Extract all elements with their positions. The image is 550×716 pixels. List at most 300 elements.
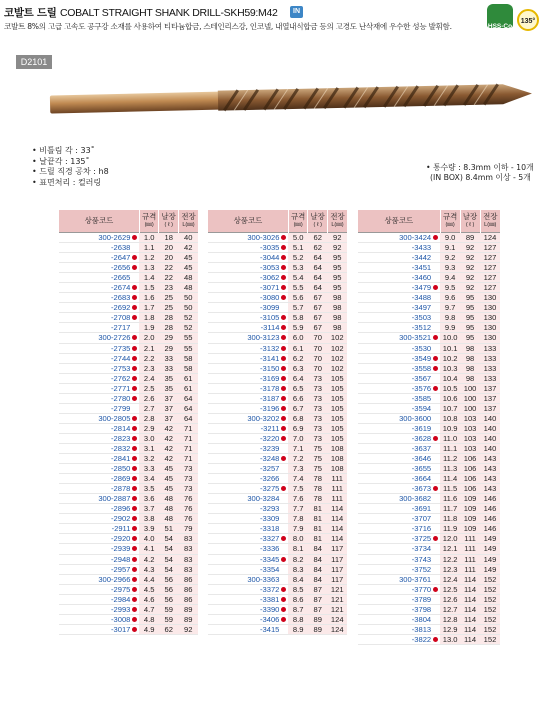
size-cell: 6.7 [288, 403, 308, 413]
overall-length-cell: 105 [327, 373, 347, 383]
flute-length-cell: 98 [460, 353, 480, 363]
stock-dot-icon [132, 516, 137, 521]
flute-length-cell: 28 [159, 313, 179, 323]
flute-length-cell: 59 [159, 614, 179, 624]
product-code-cell [358, 564, 441, 574]
flute-length-cell: 92 [460, 263, 480, 273]
product-code: -3707 [411, 514, 432, 524]
size-cell: 6.6 [288, 393, 308, 403]
table-row [358, 313, 501, 323]
product-code: -3822 [411, 634, 432, 644]
size-cell: 9.5 [440, 283, 460, 293]
size-cell: 5.9 [288, 323, 308, 333]
product-code: -3804 [411, 614, 432, 624]
product-code: -3798 [411, 604, 432, 614]
product-code-cell [358, 273, 441, 283]
stock-dot-icon [281, 245, 286, 250]
stock-dot-icon [132, 557, 137, 562]
size-cell: 12.5 [440, 584, 460, 594]
product-code-cell [208, 253, 289, 263]
stock-dot-icon [281, 607, 286, 612]
product-code: -3318 [259, 524, 280, 534]
stock-dot-icon [281, 325, 286, 330]
product-code-cell [358, 283, 441, 293]
overall-length-cell: 95 [327, 273, 347, 283]
overall-length-cell: 149 [480, 534, 500, 544]
flute-length-cell: 45 [159, 474, 179, 484]
table-row [59, 484, 199, 494]
product-code: -3132 [259, 343, 280, 353]
product-code-cell [208, 574, 289, 584]
flute-length-cell: 25 [159, 303, 179, 313]
flute-length-cell: 89 [460, 233, 480, 243]
table-row [59, 554, 199, 564]
flute-length-cell: 75 [308, 454, 328, 464]
product-code-cell [208, 554, 289, 564]
product-code: -2674 [110, 283, 131, 293]
flute-length-cell: 103 [460, 413, 480, 423]
table-row [358, 363, 501, 373]
overall-length-cell: 140 [480, 413, 500, 423]
overall-length-cell: 111 [327, 494, 347, 504]
stock-dot-icon [433, 285, 438, 290]
header-flute-unit: ( ℓ ) [164, 222, 173, 228]
overall-length-cell: 133 [480, 353, 500, 363]
overall-length-cell: 105 [327, 393, 347, 403]
no-stock-marker [281, 446, 286, 451]
size-cell: 7.5 [288, 484, 308, 494]
stock-dot-icon [281, 265, 286, 270]
header-length-unit: L(㎜) [484, 222, 497, 228]
header-length-unit: L(㎜) [182, 222, 195, 228]
size-cell: 11.0 [440, 433, 460, 443]
product-code: -3664 [411, 474, 432, 484]
product-code-cell [358, 393, 441, 403]
product-code-cell [208, 624, 289, 634]
size-cell: 5.3 [288, 263, 308, 273]
flute-length-cell: 48 [159, 514, 179, 524]
product-code-cell [59, 564, 140, 574]
table-row [358, 433, 501, 443]
flute-length-cell: 81 [308, 524, 328, 534]
flute-length-cell: 114 [460, 574, 480, 584]
flute-length-cell: 42 [159, 454, 179, 464]
flute-length-cell: 84 [308, 554, 328, 564]
table-row [208, 454, 348, 464]
header-flute [460, 210, 480, 233]
table-row [208, 474, 348, 484]
table-row [59, 303, 199, 313]
flute-length-cell: 75 [308, 464, 328, 474]
product-code: -3266 [259, 474, 280, 484]
table-row [59, 383, 199, 393]
flute-length-cell: 48 [159, 504, 179, 514]
flute-length-cell: 73 [308, 403, 328, 413]
size-cell: 8.2 [288, 554, 308, 564]
flute-length-cell: 33 [159, 363, 179, 373]
table-row [59, 433, 199, 443]
overall-length-cell: 52 [178, 323, 198, 333]
product-code: -3734 [411, 544, 432, 554]
size-cell: 1.7 [139, 303, 159, 313]
stock-dot-icon [132, 546, 137, 551]
table-row [59, 293, 199, 303]
product-code: -2948 [110, 554, 131, 564]
size-cell: 5.6 [288, 293, 308, 303]
flute-length-cell: 89 [308, 614, 328, 624]
stock-dot-icon [433, 356, 438, 361]
product-code-cell [358, 514, 441, 524]
size-cell: 9.6 [440, 293, 460, 303]
overall-length-cell: 152 [480, 574, 500, 584]
size-cell: 6.3 [288, 363, 308, 373]
no-stock-marker [433, 557, 438, 562]
product-code: 300-3424 [399, 233, 432, 243]
size-cell: 10.8 [440, 413, 460, 423]
header-code: 상품코드 [358, 210, 441, 233]
flute-length-cell: 89 [308, 624, 328, 634]
size-cell: 5.2 [288, 253, 308, 263]
flute-length-cell: 67 [308, 323, 328, 333]
overall-length-cell: 102 [327, 343, 347, 353]
overall-length-cell: 86 [178, 594, 198, 604]
flute-length-cell: 114 [460, 634, 480, 644]
size-cell: 5.8 [288, 313, 308, 323]
product-code-cell [208, 403, 289, 413]
product-code: -3257 [259, 464, 280, 474]
drill-image [48, 74, 536, 124]
size-cell: 2.1 [139, 343, 159, 353]
flute-length-cell: 114 [460, 604, 480, 614]
stock-dot-icon [281, 335, 286, 340]
overall-length-cell: 95 [327, 283, 347, 293]
product-code: -3503 [411, 313, 432, 323]
flute-length-cell: 18 [159, 233, 179, 243]
flute-length-cell: 87 [308, 594, 328, 604]
size-cell: 1.3 [139, 263, 159, 273]
overall-length-cell: 127 [480, 263, 500, 273]
header-length-label: 전장 [483, 212, 498, 221]
table-row [358, 323, 501, 333]
stock-dot-icon [132, 396, 137, 401]
overall-length-cell: 73 [178, 464, 198, 474]
flute-length-cell: 73 [308, 373, 328, 383]
spec-table-3 [357, 210, 500, 645]
flute-length-cell: 62 [159, 624, 179, 634]
size-cell: 2.0 [139, 333, 159, 343]
table-header-row [59, 210, 199, 233]
product-code: -2850 [110, 464, 131, 474]
stock-dot-icon [281, 366, 286, 371]
overall-length-cell: 42 [178, 243, 198, 253]
product-code-cell [59, 624, 140, 634]
product-code: -3789 [411, 594, 432, 604]
flute-length-cell: 95 [460, 323, 480, 333]
product-code: -3576 [411, 383, 432, 393]
stock-dot-icon [132, 255, 137, 260]
size-cell: 9.2 [440, 253, 460, 263]
product-code-cell [358, 524, 441, 534]
size-cell: 4.0 [139, 534, 159, 544]
flute-length-cell: 100 [460, 403, 480, 413]
product-code: -3017 [110, 624, 131, 634]
no-stock-marker [433, 496, 438, 501]
no-stock-marker [132, 275, 137, 280]
spec-table-2 [207, 210, 347, 635]
overall-length-cell: 105 [327, 423, 347, 433]
stock-dot-icon [433, 366, 438, 371]
product-code-cell [59, 273, 140, 283]
product-code-cell [59, 363, 140, 373]
product-code-cell [358, 263, 441, 273]
product-code-cell [358, 313, 441, 323]
overall-length-cell: 130 [480, 333, 500, 343]
product-code-cell [208, 233, 289, 243]
overall-length-cell: 73 [178, 474, 198, 484]
overall-length-cell: 102 [327, 363, 347, 373]
flute-length-cell: 106 [460, 484, 480, 494]
overall-length-cell: 114 [327, 514, 347, 524]
overall-length-cell: 71 [178, 454, 198, 464]
product-code: -3655 [411, 464, 432, 474]
table-row [208, 443, 348, 453]
table-row [59, 544, 199, 554]
table-row [59, 594, 199, 604]
flute-length-cell: 54 [159, 534, 179, 544]
size-cell: 11.7 [440, 504, 460, 514]
product-code-cell [59, 594, 140, 604]
table-row [358, 393, 501, 403]
size-cell: 1.0 [139, 233, 159, 243]
table-row [358, 594, 501, 604]
overall-length-cell: 50 [178, 303, 198, 313]
product-code-cell [358, 534, 441, 544]
product-code: -3451 [411, 263, 432, 273]
overall-length-cell: 117 [327, 574, 347, 584]
table-row [208, 604, 348, 614]
overall-length-cell: 111 [327, 474, 347, 484]
product-code-cell [208, 433, 289, 443]
flute-length-cell: 23 [159, 283, 179, 293]
no-stock-marker [132, 325, 137, 330]
product-code-cell [208, 564, 289, 574]
flute-length-cell: 22 [159, 263, 179, 273]
product-code-cell [208, 343, 289, 353]
no-stock-marker [132, 406, 137, 411]
stock-dot-icon [281, 406, 286, 411]
size-cell: 10.1 [440, 343, 460, 353]
overall-length-cell: 83 [178, 564, 198, 574]
table-row [208, 243, 348, 253]
stock-dot-icon [132, 265, 137, 270]
product-code: 300-3600 [399, 413, 432, 423]
overall-length-cell: 98 [327, 293, 347, 303]
product-code: -3275 [259, 484, 280, 494]
size-cell: 2.4 [139, 373, 159, 383]
flute-length-cell: 45 [159, 484, 179, 494]
product-code-cell [59, 474, 140, 484]
flute-length-cell: 56 [159, 594, 179, 604]
product-code-cell [358, 454, 441, 464]
table-row [208, 514, 348, 524]
no-stock-marker [433, 546, 438, 551]
product-code: -2841 [110, 454, 131, 464]
overall-length-cell: 146 [480, 524, 500, 534]
size-cell: 8.5 [288, 584, 308, 594]
no-stock-marker [433, 416, 438, 421]
table-row [208, 494, 348, 504]
overall-length-cell: 83 [178, 534, 198, 544]
flute-length-cell: 42 [159, 423, 179, 433]
table-row [358, 634, 501, 644]
overall-length-cell: 108 [327, 454, 347, 464]
stock-dot-icon [132, 346, 137, 351]
stock-dot-icon [281, 295, 286, 300]
table-row [208, 253, 348, 263]
table-row [208, 313, 348, 323]
product-code-cell [208, 443, 289, 453]
product-code: -3743 [411, 554, 432, 564]
product-code: 300-2629 [98, 233, 131, 243]
table-row [358, 353, 501, 363]
no-stock-marker [433, 376, 438, 381]
overall-length-cell: 98 [327, 313, 347, 323]
product-code: -3345 [259, 554, 280, 564]
size-cell: 3.5 [139, 484, 159, 494]
product-code-cell [208, 283, 289, 293]
flute-length-cell: 64 [308, 253, 328, 263]
size-cell: 6.0 [288, 333, 308, 343]
no-stock-marker [433, 597, 438, 602]
product-code-cell [208, 423, 289, 433]
flute-length-cell: 78 [308, 484, 328, 494]
product-code-cell [358, 323, 441, 333]
flute-length-cell: 70 [308, 333, 328, 343]
overall-length-cell: 61 [178, 383, 198, 393]
product-code-cell [358, 353, 441, 363]
product-code: -2753 [110, 363, 131, 373]
spec-tolerance: • 드릴 직경 공차 : h8 [32, 167, 109, 176]
overall-length-cell: 130 [480, 323, 500, 333]
product-code-cell [358, 293, 441, 303]
no-stock-marker [433, 325, 438, 330]
product-code-cell [358, 333, 441, 343]
product-code-cell [208, 383, 289, 393]
product-code-cell [358, 303, 441, 313]
stock-dot-icon [433, 235, 438, 240]
flute-length-cell: 70 [308, 353, 328, 363]
overall-length-cell: 105 [327, 403, 347, 413]
size-cell: 11.3 [440, 464, 460, 474]
size-cell: 2.6 [139, 393, 159, 403]
stock-dot-icon [132, 506, 137, 511]
table-row [358, 233, 501, 243]
flute-length-cell: 92 [460, 283, 480, 293]
flute-length-cell: 29 [159, 343, 179, 353]
product-code: -3585 [411, 393, 432, 403]
size-cell: 8.3 [288, 564, 308, 574]
product-code: -3071 [259, 283, 280, 293]
header-length-label: 전장 [330, 212, 345, 221]
product-code: -3169 [259, 373, 280, 383]
overall-length-cell: 48 [178, 283, 198, 293]
flute-length-cell: 84 [308, 564, 328, 574]
stock-dot-icon [132, 617, 137, 622]
no-stock-marker [281, 567, 286, 572]
flute-length-cell: 59 [159, 604, 179, 614]
size-cell: 9.0 [440, 233, 460, 243]
table-row [59, 273, 199, 283]
size-cell: 8.7 [288, 604, 308, 614]
flute-length-cell: 42 [159, 433, 179, 443]
size-cell: 12.9 [440, 624, 460, 634]
header-length-unit: L(㎜) [331, 222, 344, 228]
table-row [59, 443, 199, 453]
overall-length-cell: 108 [327, 464, 347, 474]
stock-dot-icon [132, 315, 137, 320]
product-code-cell [358, 594, 441, 604]
product-code: -3105 [259, 313, 280, 323]
size-cell: 10.7 [440, 403, 460, 413]
table-row [358, 544, 501, 554]
product-code: -3594 [411, 403, 432, 413]
flute-length-cell: 109 [460, 524, 480, 534]
no-stock-marker [433, 456, 438, 461]
flute-length-cell: 54 [159, 554, 179, 564]
product-code-cell [208, 544, 289, 554]
flute-length-cell: 114 [460, 624, 480, 634]
table-row [208, 574, 348, 584]
stock-dot-icon [281, 285, 286, 290]
table-row [59, 454, 199, 464]
stock-dot-icon [281, 346, 286, 351]
size-cell: 4.4 [139, 574, 159, 584]
product-code: -3354 [259, 564, 280, 574]
product-code-cell [208, 293, 289, 303]
product-code-cell [59, 504, 140, 514]
product-code: -2920 [110, 534, 131, 544]
product-code-cell [59, 574, 140, 584]
product-code-cell [59, 403, 140, 413]
table-row [358, 263, 501, 273]
product-code: -3062 [259, 273, 280, 283]
table-row [358, 273, 501, 283]
overall-length-cell: 86 [178, 584, 198, 594]
product-code-cell [358, 363, 441, 373]
flute-length-cell: 103 [460, 433, 480, 443]
product-code-cell [358, 403, 441, 413]
product-code-cell [208, 614, 289, 624]
no-stock-marker [433, 516, 438, 521]
product-code-cell [208, 604, 289, 614]
header-length [480, 210, 500, 233]
size-cell: 4.6 [139, 594, 159, 604]
stock-dot-icon [132, 496, 137, 501]
flute-length-cell: 87 [308, 604, 328, 614]
size-cell: 5.0 [288, 233, 308, 243]
table-row [358, 283, 501, 293]
stock-dot-icon [281, 396, 286, 401]
product-code: -3488 [411, 293, 432, 303]
overall-length-cell: 127 [480, 253, 500, 263]
product-code-cell [59, 323, 140, 333]
product-code-cell [358, 253, 441, 263]
overall-length-cell: 64 [178, 393, 198, 403]
flute-length-cell: 81 [308, 534, 328, 544]
no-stock-marker [433, 506, 438, 511]
overall-length-cell: 95 [327, 253, 347, 263]
table-row [208, 534, 348, 544]
